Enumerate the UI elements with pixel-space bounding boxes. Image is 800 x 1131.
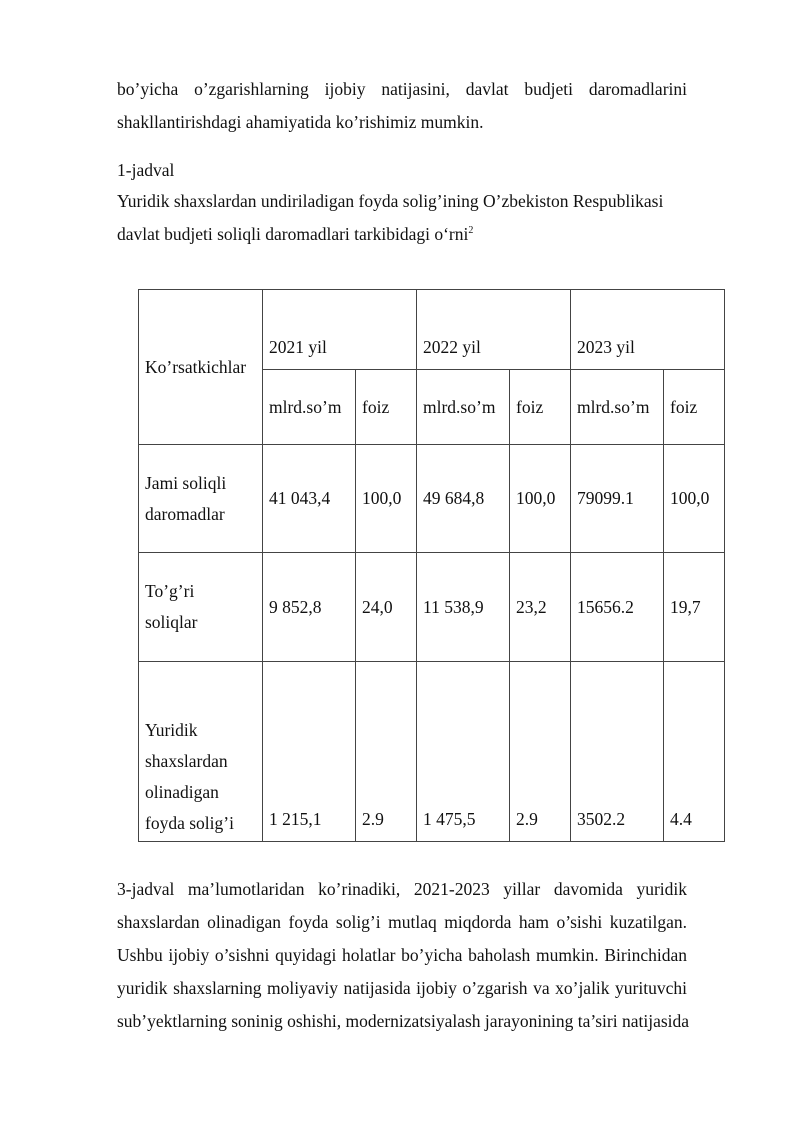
row-indicator bbox=[139, 553, 263, 662]
table-cell: 2.9 bbox=[510, 662, 571, 842]
year-header-2022: 2022 yil bbox=[417, 290, 571, 370]
table-cell: 11 538,9 bbox=[417, 553, 510, 662]
table-cell: 41 043,4 bbox=[263, 445, 356, 553]
year-header-2023: 2023 yil bbox=[571, 290, 725, 370]
indicator-text: To’g’ri bbox=[145, 581, 195, 601]
table-cell: 1 475,5 bbox=[417, 662, 510, 842]
table-cell: 79099.1 bbox=[571, 445, 664, 553]
body-line: 3-jadval ma’lumotlaridan ko’rinadiki, 2021-2023 yillar davomida yuridik bbox=[117, 879, 687, 899]
data-table bbox=[138, 289, 725, 842]
table-cell: 4.4 bbox=[664, 662, 725, 842]
table-cell: 3502.2 bbox=[571, 662, 664, 842]
table-title-line-2 bbox=[117, 220, 473, 248]
table-row bbox=[139, 445, 725, 553]
table-cell: 15656.2 bbox=[571, 553, 664, 662]
body-line: shaxslardan olinadigan foyda solig’i mutlaq miqdorda ham o’sishi kuzatilgan. bbox=[117, 912, 687, 932]
body-line: Ushbu ijobiy o’sishni quyidagi holatlar bo’yicha baholash mumkin. Birinchidan bbox=[117, 945, 687, 965]
intro-line: shakllantirishdagi ahamiyatida ko’rishimiz mumkin. bbox=[117, 112, 484, 132]
table-cell: 2.9 bbox=[356, 662, 417, 842]
table-label: 1-jadval bbox=[117, 160, 175, 180]
table-title-text: davlat budjeti soliqli daromadlari tarkibidagi o‘rni bbox=[117, 224, 469, 244]
unit-amount-header: mlrd.so’m bbox=[417, 370, 510, 445]
year-header-2021: 2021 yil bbox=[263, 290, 417, 370]
indicator-text: olinadigan bbox=[145, 782, 219, 802]
row-indicator bbox=[139, 445, 263, 553]
table-cell: 19,7 bbox=[664, 553, 725, 662]
body-paragraph bbox=[117, 873, 690, 1038]
table-cell: 100,0 bbox=[356, 445, 417, 553]
unit-percent-header: foiz bbox=[664, 370, 725, 445]
table-row bbox=[139, 662, 725, 842]
table-cell: 49 684,8 bbox=[417, 445, 510, 553]
unit-percent-header: foiz bbox=[510, 370, 571, 445]
body-line: sub’yektlarning soninig oshishi, modernizatsiyalash jarayonining ta’siri natijasida bbox=[117, 1011, 690, 1031]
intro-line: bo’yicha o’zgarishlarning ijobiy natijasini, davlat budjeti daromadlarini bbox=[117, 79, 687, 99]
table-title-line: Yuridik shaxslardan undiriladigan foyda solig’ining O’zbekiston Respublikasi bbox=[117, 191, 664, 211]
table-cell: 9 852,8 bbox=[263, 553, 356, 662]
indicator-text: daromadlar bbox=[145, 503, 225, 524]
table-cell: 23,2 bbox=[510, 553, 571, 662]
table-header-row bbox=[139, 290, 725, 370]
indicator-text: shaxslardan bbox=[145, 751, 228, 771]
table-cell: 100,0 bbox=[510, 445, 571, 553]
indicator-text: Yuridik bbox=[145, 720, 198, 740]
body-line: yuridik shaxslarning moliyaviy natijasida ijobiy o’zgarish va xo’jalik yurituvchi bbox=[117, 978, 687, 998]
table-cell: 24,0 bbox=[356, 553, 417, 662]
table-row bbox=[139, 553, 725, 662]
indicator-text: foyda solig’i bbox=[145, 813, 234, 833]
unit-amount-header: mlrd.so’m bbox=[571, 370, 664, 445]
indicator-text: soliqlar bbox=[145, 612, 198, 632]
table-cell: 1 215,1 bbox=[263, 662, 356, 842]
intro-paragraph bbox=[117, 73, 687, 139]
unit-amount-header: mlrd.so’m bbox=[263, 370, 356, 445]
footnote-mark: 2 bbox=[468, 225, 474, 237]
unit-percent-header: foiz bbox=[356, 370, 417, 445]
indicator-header: Ko’rsatkichlar bbox=[139, 290, 263, 445]
row-indicator bbox=[139, 662, 263, 842]
table-cell: 100,0 bbox=[664, 445, 725, 553]
indicator-text: Jami soliqli bbox=[145, 472, 227, 493]
